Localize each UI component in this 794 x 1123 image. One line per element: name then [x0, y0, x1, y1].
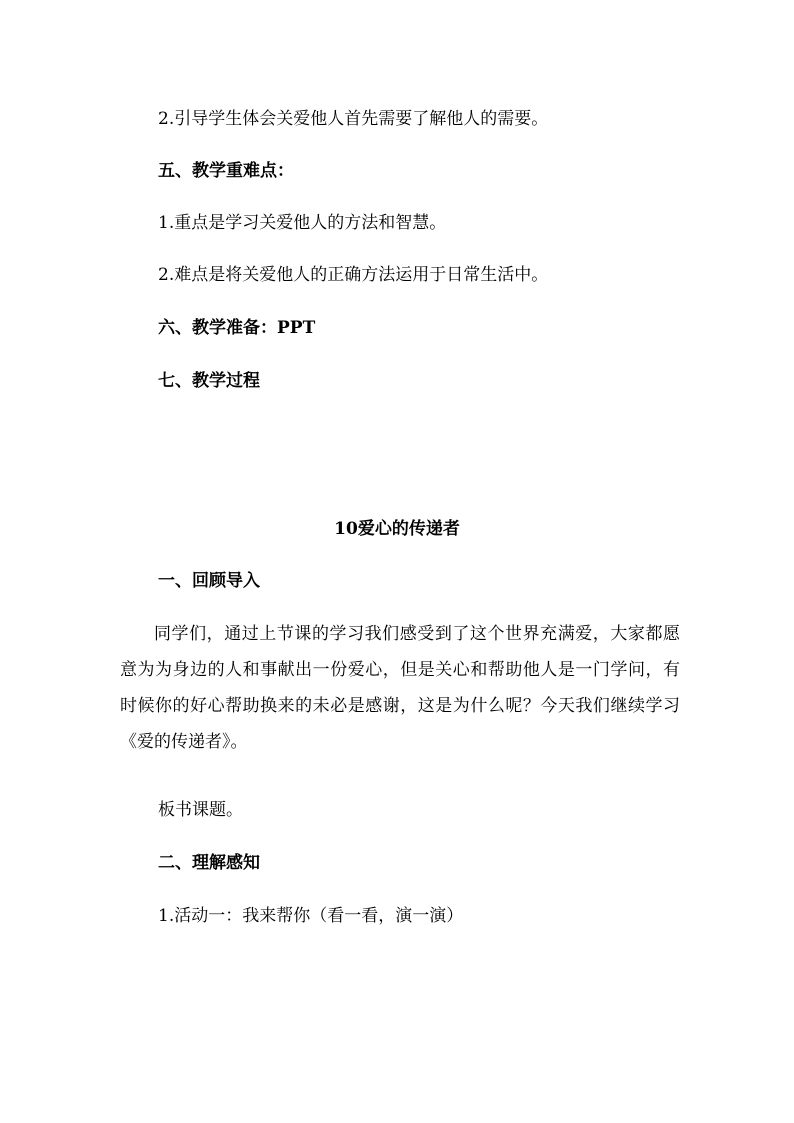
- intro-paragraph: 同学们，通过上节课的学习我们感受到了这个世界充满爱，大家都愿意为为身边的人和事献出一份爱心，但是关心和帮助他人是一门学问，有时候你的好心帮助换来的未必是感谢，这是为什么呢？今天我们继续学习《爱的传递者》。: [120, 624, 680, 752]
- objective-2: 2.引导学生体会关爱他人首先需要了解他人的需要。: [158, 109, 549, 129]
- section-review-intro: 一、回顾导入: [158, 571, 260, 591]
- lesson-title: 10爱心的传递者: [334, 519, 460, 539]
- section-understand: 二、理解感知: [158, 853, 260, 873]
- key-point-1: 1.重点是学习关爱他人的方法和智慧。: [158, 213, 447, 233]
- heading-preparation: 六、教学准备：PPT: [158, 318, 316, 338]
- heading-teaching-process: 七、教学过程: [158, 371, 260, 391]
- key-point-2: 2.难点是将关爱他人的正确方法运用于日常生活中。: [158, 265, 549, 285]
- board-title-note: 板书课题。: [158, 800, 243, 820]
- heading-key-difficult-points: 五、教学重难点：: [158, 161, 294, 181]
- activity-1: 1.活动一：我来帮你（看一看，演一演）: [158, 906, 464, 926]
